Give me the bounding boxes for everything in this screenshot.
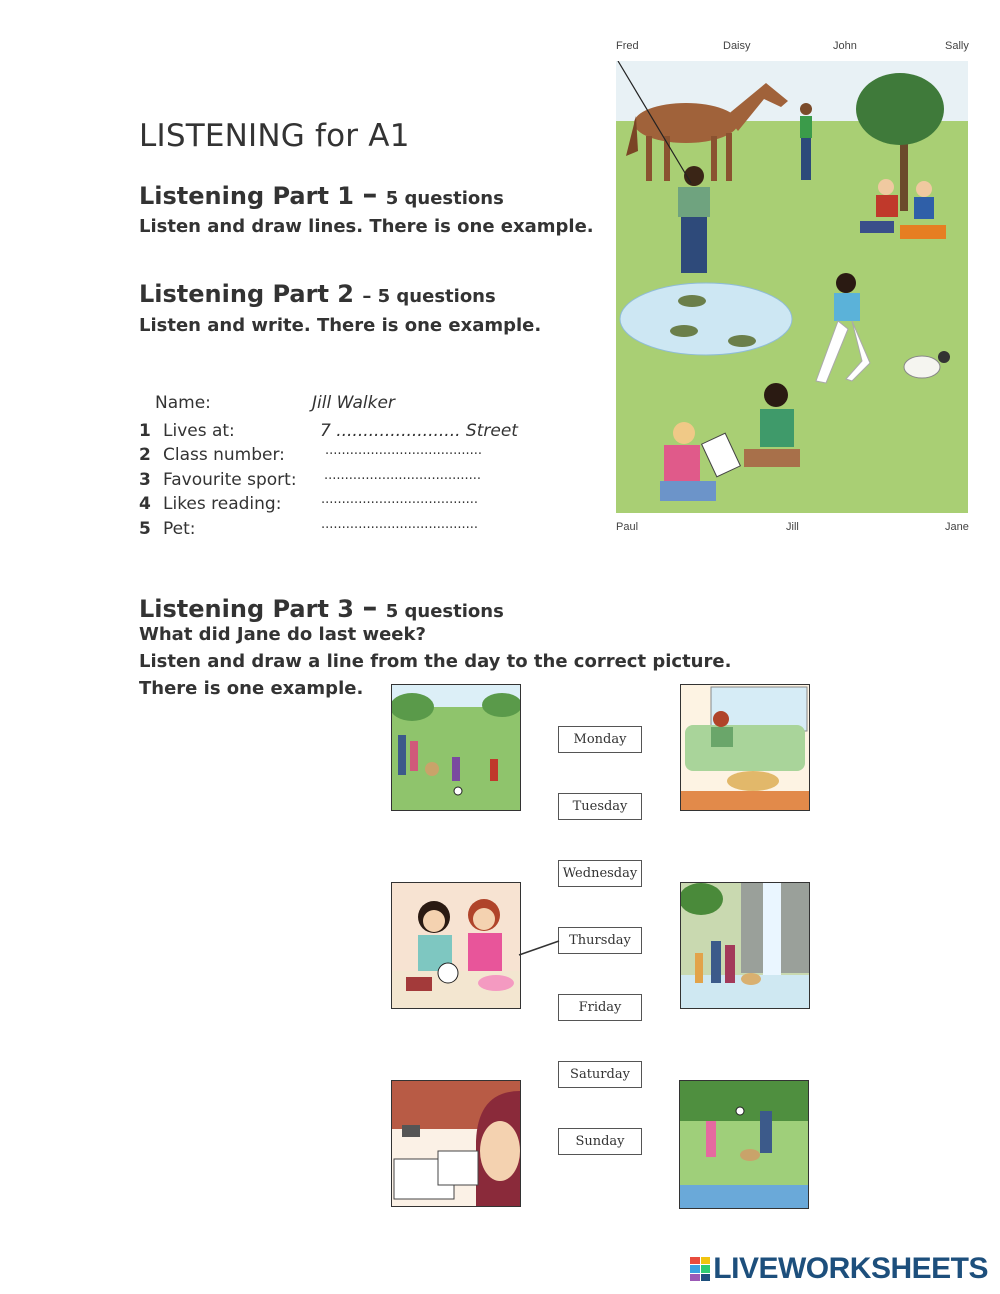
scene-name-jill: Jill — [786, 521, 799, 533]
row-label: Pet: — [163, 519, 196, 539]
favourite-sport-answer[interactable]: ...................................... — [324, 468, 482, 483]
football-park-drawing — [392, 685, 520, 810]
lives-at-answer[interactable]: 7 ....................... Street — [320, 421, 518, 441]
birthday-party-drawing — [392, 883, 520, 1008]
day-box-wednesday[interactable]: Wednesday — [558, 860, 642, 887]
reading-sofa-drawing — [681, 685, 809, 810]
row-label: Likes reading: — [163, 494, 282, 514]
waterfall-walk-drawing — [681, 883, 809, 1008]
picture-park-with-dog[interactable] — [679, 1080, 809, 1209]
row-number: 5 — [139, 519, 151, 539]
row-label: Lives at: — [163, 421, 235, 441]
class-number-answer[interactable]: ...................................... — [325, 443, 483, 458]
form-row-2 — [139, 445, 519, 467]
logo-text: LIVEWORKSHEETS — [713, 1252, 988, 1285]
scene-name-fred: Fred — [616, 40, 639, 52]
picture-waterfall-walk[interactable] — [680, 882, 810, 1009]
part3-dash: – — [362, 590, 378, 625]
day-box-friday[interactable]: Friday — [558, 994, 642, 1021]
likes-reading-answer[interactable]: ...................................... — [321, 492, 479, 507]
form-name-value: Jill Walker — [312, 393, 395, 413]
scene-name-sally: Sally — [945, 40, 969, 52]
form-row-1 — [139, 421, 519, 443]
park-with-dog-drawing — [680, 1081, 808, 1208]
part1-heading-text: Listening Part 1 — [139, 182, 354, 210]
part3-instruction-line: Listen and draw a line from the day to the correct picture. — [139, 651, 732, 672]
row-label: Class number: — [163, 445, 285, 465]
picture-birthday-party[interactable] — [391, 882, 521, 1009]
picture-reading-sofa[interactable] — [680, 684, 810, 811]
example-connection-line — [518, 938, 560, 958]
part3-example-line: There is one example. — [139, 678, 364, 699]
pet-answer[interactable]: ...................................... — [321, 517, 479, 532]
form-name-label: Name: — [155, 393, 211, 413]
picture-football-park[interactable] — [391, 684, 521, 811]
part2-questions: – 5 questions — [362, 286, 496, 307]
part1-instruction: Listen and draw lines. There is one example. — [139, 216, 594, 237]
day-box-sunday[interactable]: Sunday — [558, 1128, 642, 1155]
part2-instruction: Listen and write. There is one example. — [139, 315, 542, 336]
row-number: 4 — [139, 494, 151, 514]
row-number: 2 — [139, 445, 151, 465]
row-number: 1 — [139, 421, 151, 441]
part3-questions: 5 questions — [385, 601, 504, 622]
row-label: Favourite sport: — [163, 470, 297, 490]
logo-mark-icon — [690, 1257, 710, 1281]
part3-heading-text: Listening Part 3 — [139, 595, 354, 623]
part1-questions: 5 questions — [385, 188, 504, 209]
scene-name-jane: Jane — [945, 521, 969, 533]
liveworksheets-logo — [690, 1252, 988, 1286]
part2-heading-text: Listening Part 2 — [139, 280, 354, 308]
day-box-monday[interactable]: Monday — [558, 726, 642, 753]
part1-dash: – — [362, 177, 378, 212]
day-box-saturday[interactable]: Saturday — [558, 1061, 642, 1088]
writing-letter-drawing — [392, 1081, 520, 1206]
document-title: LISTENING for A1 — [139, 118, 410, 154]
form-row-3 — [139, 470, 519, 492]
part3-heading — [139, 590, 504, 625]
day-box-thursday[interactable]: Thursday — [558, 927, 642, 954]
row-number: 3 — [139, 470, 151, 490]
scene-name-john: John — [833, 40, 857, 52]
form-row-5 — [139, 519, 519, 541]
part1-heading — [139, 177, 504, 212]
part2-heading — [139, 280, 496, 308]
part3-question-line: What did Jane do last week? — [139, 624, 426, 645]
picture-writing-letter[interactable] — [391, 1080, 521, 1207]
scene-name-daisy: Daisy — [723, 40, 751, 52]
pond — [620, 283, 792, 355]
form-row-4 — [139, 494, 519, 516]
park-scene-illustration — [616, 61, 968, 513]
tree-crown — [856, 73, 944, 145]
day-box-tuesday[interactable]: Tuesday — [558, 793, 642, 820]
scene-name-paul: Paul — [616, 521, 639, 533]
